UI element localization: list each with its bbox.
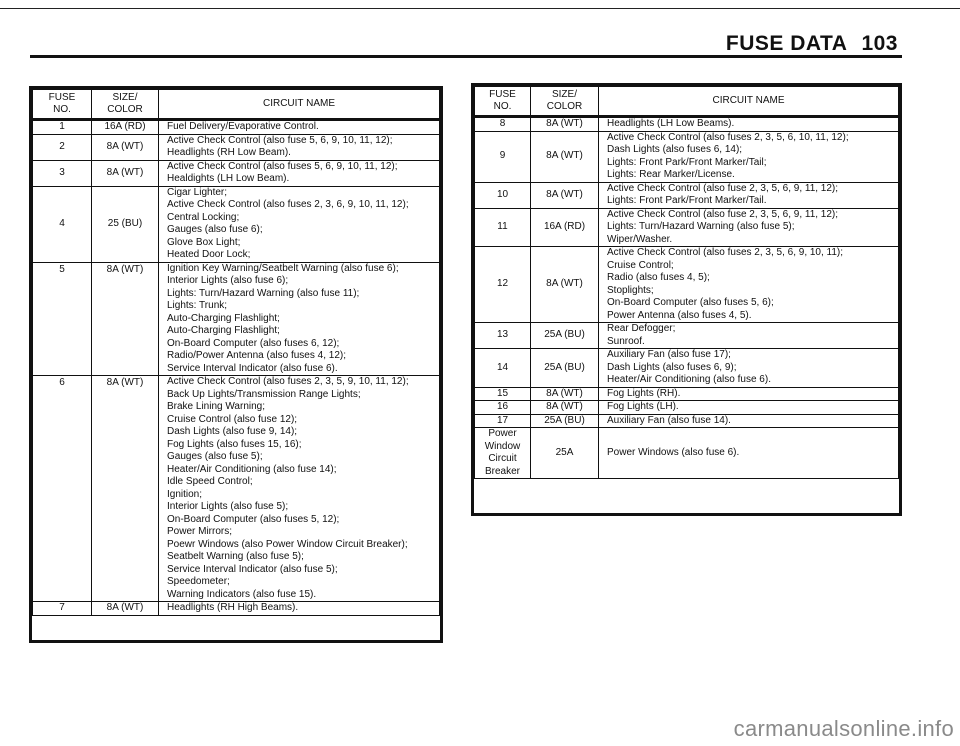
table-row (475, 182, 899, 208)
table-row (475, 131, 899, 182)
circuit-name: Power Mirrors; (167, 526, 233, 537)
circuit-names (599, 414, 899, 428)
table-row (33, 186, 440, 262)
table-row (475, 414, 899, 428)
circuit-name: On-Board Computer (also fuses 6, 12); (167, 337, 340, 349)
circuit-name: Cigar Lighter; (167, 186, 228, 198)
header-rule (30, 55, 902, 58)
fuse-size-color: 25A (BU) (531, 349, 599, 388)
fuse-size-color: 8A (WT) (531, 401, 599, 415)
fuse-number: Power Window Circuit Breaker (475, 428, 531, 479)
circuit-name: Rear Defogger; (607, 323, 676, 334)
fuse-size-color: 8A (WT) (531, 247, 599, 323)
circuit-name: Lights: Rear Marker/License. (607, 169, 735, 180)
right-table-header (475, 87, 899, 117)
left-fuse-table (32, 89, 440, 616)
table-row (475, 247, 899, 323)
fuse-size-color: 8A (WT) (92, 134, 159, 160)
circuit-name: Ignition Key Warning/Seatbelt Warning (also fuse 6); (167, 262, 399, 274)
circuit-name: Glove Box Light; (167, 236, 241, 248)
right-fuse-table (474, 86, 899, 479)
table-row (475, 401, 899, 415)
circuit-name: Radio (also fuses 4, 5); (607, 272, 710, 283)
circuit-name: Interior Lights (also fuse 6); (167, 275, 289, 286)
circuit-names (159, 262, 440, 376)
circuit-name: Service Interval Indicator (also fuse 5); (167, 563, 338, 575)
fuse-size-color: 8A (WT) (92, 160, 159, 186)
table-row (475, 387, 899, 401)
fuse-number: 17 (475, 414, 531, 428)
table-row (33, 262, 440, 376)
fuse-size-color: 25A (BU) (531, 323, 599, 349)
circuit-names (599, 208, 899, 247)
table-row (475, 208, 899, 247)
circuit-name: Headlights (RH Low Beam). (167, 147, 291, 158)
fuse-number: 7 (33, 602, 92, 616)
circuit-name: On-Board Computer (also fuses 5, 12); (167, 513, 340, 525)
table-row (475, 349, 899, 388)
page-header (726, 32, 898, 56)
col-circuit-name: CIRCUIT NAME (159, 90, 440, 120)
fuse-size-color: 8A (WT) (531, 387, 599, 401)
circuit-name: Central Locking; (167, 211, 240, 223)
fuse-size-color: 8A (WT) (531, 131, 599, 182)
circuit-name: Active Check Control (also fuses 2, 3, 5, 9, 10, 11, 12); (167, 376, 409, 387)
circuit-name: Dash Lights (also fuses 6, 14); (607, 144, 743, 155)
fuse-size-color: 8A (WT) (92, 376, 159, 602)
fuse-number: 14 (475, 349, 531, 388)
circuit-names (599, 117, 899, 132)
circuit-name: Interior Lights (also fuse 5); (167, 501, 289, 512)
circuit-name: Lights: Turn/Hazard Warning (also fuse 5); (607, 221, 795, 232)
col-size-color: SIZE/ COLOR (531, 87, 599, 117)
circuit-name: Stoplights; (607, 284, 654, 296)
circuit-names (599, 401, 899, 415)
fuse-size-color: 25A (BU) (531, 414, 599, 428)
circuit-name: Lights: Front Park/Front Marker/Tail. (607, 195, 767, 206)
fuse-size-color: 8A (WT) (92, 262, 159, 376)
circuit-name: Fuel Delivery/Evaporative Control. (167, 121, 319, 132)
circuit-name: Lights: Front Park/Front Marker/Tail; (607, 156, 767, 168)
circuit-name: Cruise Control (also fuse 12); (167, 413, 298, 425)
circuit-name: Headlights (LH Low Beams). (607, 118, 735, 129)
circuit-names (159, 186, 440, 262)
fuse-size-color: 8A (WT) (531, 117, 599, 132)
circuit-name: Auto-Charging Flashlight; (167, 312, 280, 324)
fuse-number: 2 (33, 134, 92, 160)
circuit-name: Auto-Charging Flashlight; (167, 325, 280, 336)
circuit-name: Wiper/Washer. (607, 233, 673, 245)
circuit-name: Poewr Windows (also Power Window Circuit Breaker); (167, 538, 408, 550)
fuse-number: 8 (475, 117, 531, 132)
fuse-size-color: 8A (WT) (531, 182, 599, 208)
fuse-number: 11 (475, 208, 531, 247)
circuit-names (599, 349, 899, 388)
circuit-name: Auxiliary Fan (also fuse 14). (607, 414, 731, 426)
table-row (33, 120, 440, 135)
circuit-names (599, 247, 899, 323)
circuit-name: Active Check Control (also fuse 2, 3, 5, 6, 9, 11, 12); (607, 208, 839, 220)
circuit-name: Lights: Trunk; (167, 300, 228, 311)
fuse-size-color: 25A (531, 428, 599, 479)
fuse-number: 9 (475, 131, 531, 182)
fuse-number: 10 (475, 182, 531, 208)
table-row (33, 602, 440, 616)
circuit-name: Dash Lights (also fuses 6, 9); (607, 361, 737, 373)
circuit-name: On-Board Computer (also fuses 5, 6); (607, 297, 774, 308)
circuit-name: Speedometer; (167, 576, 230, 587)
right-fuse-table-panel (471, 83, 902, 516)
circuit-name: Fog Lights (also fuses 15, 16); (167, 438, 302, 450)
fuse-size-color: 16A (RD) (531, 208, 599, 247)
circuit-name: Idle Speed Control; (167, 476, 253, 487)
circuit-name: Active Check Control (also fuses 2, 3, 5, 6, 10, 11, 12); (607, 131, 849, 143)
circuit-name: Sunroof. (607, 335, 645, 347)
page-number: 103 (861, 32, 898, 55)
page-title: FUSE DATA (725, 32, 848, 55)
circuit-name: Auxiliary Fan (also fuse 17); (607, 349, 731, 360)
circuit-name: Service Interval Indicator (also fuse 6). (167, 362, 338, 374)
fuse-number: 12 (475, 247, 531, 323)
circuit-name: Active Check Control (also fuse 2, 3, 5, 6, 9, 11, 12); (607, 182, 839, 194)
table-row (33, 376, 440, 602)
circuit-name: Ignition; (167, 488, 203, 500)
circuit-name: Cruise Control; (607, 259, 674, 271)
circuit-names (159, 160, 440, 186)
circuit-name: Gauges (also fuse 6); (167, 224, 263, 235)
table-row (33, 160, 440, 186)
top-rule (0, 8, 960, 9)
left-table-body (33, 120, 440, 616)
circuit-name: Active Check Control (also fuses 5, 6, 9, 10, 11, 12); (167, 160, 398, 172)
circuit-name: Brake Lining Warning; (167, 401, 266, 412)
fuse-size-color: 8A (WT) (92, 602, 159, 616)
table-row (33, 134, 440, 160)
fuse-number: 15 (475, 387, 531, 401)
circuit-name: Heater/Air Conditioning (also fuse 6). (607, 374, 771, 385)
circuit-name: Active Check Control (also fuses 2, 3, 6, 9, 10, 11, 12); (167, 199, 409, 210)
left-fuse-table-panel (29, 86, 443, 643)
circuit-name: Gauges (also fuse 5); (167, 451, 263, 462)
circuit-name: Lights: Turn/Hazard Warning (also fuse 11); (167, 287, 360, 299)
col-fuse-no: FUSE NO. (475, 87, 531, 117)
fuse-number: 6 (33, 376, 92, 602)
circuit-names (159, 134, 440, 160)
circuit-names (599, 131, 899, 182)
circuit-name: Warning Indicators (also fuse 15). (167, 588, 317, 600)
circuit-name: Heated Door Lock; (167, 249, 251, 260)
watermark: carmanualsonline.info (733, 716, 954, 741)
circuit-name: Healdights (LH Low Beam). (167, 173, 290, 184)
table-row (475, 117, 899, 132)
circuit-name: Headlights (RH High Beams). (167, 602, 299, 613)
col-circuit-name: CIRCUIT NAME (599, 87, 899, 117)
fuse-number: 13 (475, 323, 531, 349)
circuit-names (159, 376, 440, 602)
circuit-names (599, 182, 899, 208)
fuse-number: 5 (33, 262, 92, 376)
circuit-name: Power Antenna (also fuses 4, 5). (607, 309, 752, 321)
fuse-number: 4 (33, 186, 92, 262)
fuse-size-color: 16A (RD) (92, 120, 159, 135)
table-row (475, 428, 899, 479)
circuit-name: Fog Lights (RH). (607, 387, 681, 399)
circuit-name: Active Check Control (also fuse 5, 6, 9, 10, 11, 12); (167, 134, 393, 146)
circuit-name: Heater/Air Conditioning (also fuse 14); (167, 463, 337, 475)
circuit-name: Active Check Control (also fuses 2, 3, 5, 6, 9, 10, 11); (607, 247, 844, 258)
col-size-color: SIZE/ COLOR (92, 90, 159, 120)
circuit-names (599, 428, 899, 479)
right-table-body (475, 117, 899, 479)
circuit-names (159, 120, 440, 135)
left-table-header (33, 90, 440, 120)
circuit-names (599, 323, 899, 349)
circuit-name: Dash Lights (also fuse 9, 14); (167, 426, 298, 437)
fuse-number: 16 (475, 401, 531, 415)
circuit-names (159, 602, 440, 616)
fuse-number: 3 (33, 160, 92, 186)
circuit-name: Seatbelt Warning (also fuse 5); (167, 551, 304, 562)
circuit-name: Fog Lights (LH). (607, 401, 679, 412)
table-row (475, 323, 899, 349)
fuse-number: 1 (33, 120, 92, 135)
circuit-name: Radio/Power Antenna (also fuses 4, 12); (167, 350, 346, 361)
col-fuse-no: FUSE NO. (33, 90, 92, 120)
circuit-names (599, 387, 899, 401)
circuit-name: Back Up Lights/Transmission Range Lights; (167, 388, 361, 400)
circuit-name: Power Windows (also fuse 6). (607, 446, 740, 458)
fuse-size-color: 25 (BU) (92, 186, 159, 262)
